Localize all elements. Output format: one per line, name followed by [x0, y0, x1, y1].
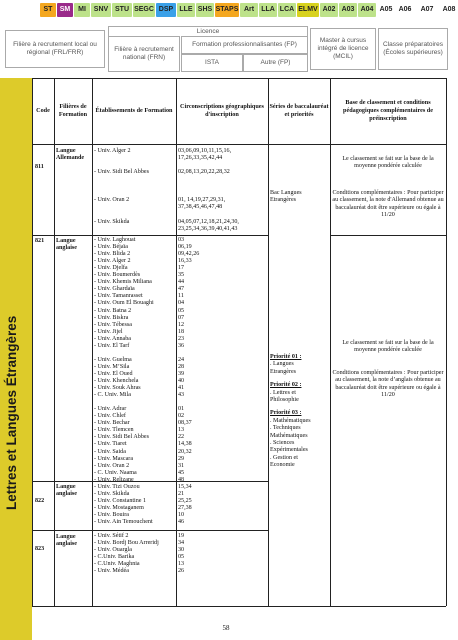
circonscription: 20,32: [178, 448, 192, 455]
priority-serie: . Lettres et: [270, 389, 296, 396]
circonscription: 23,25,34,36,39,40,41,43: [178, 225, 238, 232]
priority-serie: Expérimentales: [270, 447, 308, 454]
etablissement: - Univ. Tiaret: [94, 441, 127, 448]
circonscription: 45: [178, 469, 185, 476]
etablissement: - Univ. Chlef: [94, 413, 126, 420]
circonscription: 44: [178, 279, 185, 286]
circonscription: 17: [178, 265, 185, 272]
circonscription: 05: [178, 307, 185, 314]
circonscription: 16,33: [178, 258, 192, 265]
circonscription: 13: [178, 561, 185, 568]
orientation-table: [32, 78, 446, 606]
tab-staps[interactable]: STAPS: [215, 3, 239, 17]
circonscription: 01, 14,19,27,29,31,: [178, 197, 226, 204]
circonscription: 11: [178, 293, 184, 300]
etablissement: - Univ. Médéa: [94, 568, 129, 575]
etablissement: - Univ. Boumerdès: [94, 272, 141, 279]
priority-title: Priorité 01 :: [270, 354, 302, 360]
circonscription: 48: [178, 476, 185, 483]
legend-national: Filière à recrutement national (FRN): [108, 36, 180, 72]
base-811-rule: Le classement se fait sur la base de la moyenne pondérée calculée: [342, 156, 434, 170]
etablissement: - Univ. Ain Temouchent: [94, 519, 153, 526]
etablissement: - Univ. Sétif 2: [94, 533, 129, 539]
circonscription: 19: [178, 533, 185, 539]
etablissement: - Univ. Jijel: [94, 328, 123, 335]
circonscription: 06,19: [178, 244, 192, 251]
priority-title: Priorité 02 :: [270, 382, 302, 389]
tab-st[interactable]: ST: [40, 3, 56, 17]
circonscription: 01: [178, 406, 185, 413]
series-811: Bac Langues Etrangères: [270, 190, 302, 204]
circonscription: 47: [178, 286, 185, 293]
etablissement: - Univ. Bouira: [94, 512, 129, 519]
circonscription: 05: [178, 554, 185, 561]
etablissement: - Univ. Oran 2: [94, 462, 130, 469]
etablissement: - Univ. M’Sila: [94, 363, 130, 370]
etablissement: - Univ. Laghouat: [94, 237, 136, 243]
etablissement: - Univ. Biskra: [94, 314, 129, 321]
circonscription: 29: [178, 455, 185, 462]
etablissement: - Univ. Bechar: [94, 420, 130, 427]
circonscription: 17,26,33,35,42,44: [178, 155, 223, 162]
legend-licence: Licence: [108, 26, 308, 37]
base-821-conditions: Conditions complémentaires : Pour participer au classement, la note d’anglais obtenue au baccalauréat doit être supérieure ou égale à 11/20: [332, 370, 444, 399]
tab-lla[interactable]: LLA: [259, 3, 277, 17]
circonscription: 37,38,45,46,47,48: [178, 204, 223, 211]
circonscription: 14,38: [178, 441, 192, 448]
circonscription: 03: [178, 237, 185, 243]
legend-master: Master à cursus intégré de licence (MCIL): [310, 28, 376, 70]
tab-a08[interactable]: A08: [440, 3, 458, 17]
section-title: Lettres et Langues Étrangères: [4, 315, 19, 510]
circonscription: 15,34: [178, 484, 192, 490]
etablissement: - Univ. Relizane: [94, 476, 134, 483]
legend-classes: Classe préparatoires (Écoles supérieures): [378, 28, 448, 70]
circonscription: 10: [178, 512, 185, 519]
circonscription: 02: [178, 413, 185, 420]
etablissement: - Univ. Tébessa: [94, 321, 132, 328]
etablissement: - Univ. El Tarf: [94, 342, 130, 349]
tab-a05[interactable]: A05: [377, 3, 395, 17]
tab-a06[interactable]: A06: [396, 3, 414, 17]
tab-a04[interactable]: A04: [358, 3, 376, 17]
etablissement: - Univ. Ghardaïa: [94, 286, 135, 293]
circonscription: 18: [178, 328, 185, 335]
etablissement: - Univ. Bordj Bou Arreridj: [94, 540, 159, 547]
circonscription: 21: [178, 491, 185, 498]
circonscription: 30: [178, 547, 185, 554]
etablissement: - C. Univ. Naama: [94, 469, 137, 476]
etablissement: - Univ. Khemis Miliana: [94, 279, 152, 286]
etablissement: - Univ. Adrar: [94, 406, 127, 413]
etablissement: - Univ. Tamanrasset: [94, 293, 143, 300]
etablissement: - Univ. Ouargla: [94, 547, 132, 554]
circonscription: 02,08,13,20,22,28,32: [178, 169, 230, 176]
circonscription: 31: [178, 462, 185, 469]
base-811-conditions: Conditions complémentaires : Pour participer au classement, la note d'Allemand obtenue au baccalauréat doit être supérieure ou égale à 11/20: [332, 190, 444, 219]
priority-serie: Mathématiques: [270, 432, 308, 439]
etablissement: - Univ. Tizi Ouzou: [94, 484, 140, 490]
tab-dsp[interactable]: DSP: [156, 3, 176, 17]
etablissement: - Univ. Mascara: [94, 455, 134, 462]
code-822: 822: [35, 498, 45, 504]
etablissement: - Univ. Guelma: [94, 356, 132, 363]
etablissement: - Univ. Blida 2: [94, 251, 131, 258]
circonscription: 25,25: [178, 498, 192, 505]
etablissement: - Univ. Skikda: [94, 218, 130, 225]
priority-serie: . Sciences: [270, 440, 295, 446]
priority-serie: . Mathématiques: [270, 417, 311, 424]
circonscription: 39: [178, 370, 185, 377]
circonscription: 08,37: [178, 420, 192, 427]
tab-segc[interactable]: SEGC: [133, 3, 155, 17]
header-circonscriptions: Circonscriptions géographiques d'inscription: [180, 103, 264, 118]
page-number: 58: [222, 624, 230, 632]
circonscription: 35: [178, 272, 185, 279]
header-etablissements: Établissements de Formation: [95, 107, 173, 115]
etablissement: - C.Univ. Barika: [94, 554, 135, 561]
circonscription: 40: [178, 378, 185, 384]
priority-serie: Economie: [270, 462, 295, 469]
header-series: Séries de baccalauréat et priorités: [269, 103, 329, 118]
tab-elmv[interactable]: ELMV: [297, 3, 319, 17]
priority-serie: . Techniques: [270, 425, 301, 432]
header-code: Code: [36, 107, 50, 115]
tab-a02[interactable]: A02: [320, 3, 338, 17]
tab-sm[interactable]: SM: [57, 3, 73, 17]
circonscription: 43: [178, 392, 185, 399]
legend-autre: Autre (FP): [243, 54, 308, 72]
tab-a03[interactable]: A03: [339, 3, 357, 17]
circonscription: 03,06,09,10,11,15,16,: [178, 148, 232, 154]
priority-serie: Philosophie: [270, 397, 299, 403]
circonscription: 24: [178, 356, 185, 363]
etablissement: - Univ. Skikda: [94, 491, 130, 498]
filiere-822: Langue anglaise: [56, 484, 77, 498]
circonscription: 27,38: [178, 505, 192, 512]
circonscription: 41: [178, 385, 185, 392]
circonscription: 34: [178, 540, 185, 547]
etablissement: - Univ. Béjaïa: [94, 244, 128, 251]
etablissement: - Univ. Oran 2: [94, 197, 130, 204]
legend: [5, 26, 449, 70]
circonscription: 13: [178, 427, 185, 434]
header-base: Base de classement et conditions pédagogiques complémentaires de préinscription: [343, 99, 433, 122]
filiere-811: Langue Allemande: [56, 148, 85, 162]
etablissement: - Univ. Tlemcen: [94, 427, 134, 434]
etablissement: - Univ. Alger 2: [94, 148, 131, 154]
code-821: 821: [35, 238, 45, 244]
code-823: 823: [35, 546, 45, 552]
etablissement: - C.Univ. Maghnia: [94, 561, 140, 568]
etablissement: - C. Univ. Mila: [94, 392, 132, 399]
circonscription: 04: [178, 300, 185, 307]
tab-a07[interactable]: A07: [415, 3, 439, 17]
circonscription: 36: [178, 342, 185, 349]
tab-shs[interactable]: SHS: [196, 3, 214, 17]
section-side-bar: [0, 78, 32, 640]
code-811: 811: [35, 164, 44, 170]
priority-title: Priorité 03 :: [270, 410, 302, 417]
tab-stu[interactable]: STU: [112, 3, 132, 17]
circonscription: 23: [178, 335, 185, 342]
etablissement: - Univ. Oum El Bouaghi: [94, 300, 154, 307]
etablissement: - Univ. Annaba: [94, 335, 132, 342]
circonscription: 26: [178, 568, 185, 575]
etablissement: - Univ. Batna 2: [94, 307, 132, 314]
priority-serie: . Gestion et: [270, 454, 298, 461]
filiere-821: Langue anglaise: [56, 238, 77, 252]
etablissement: - Univ. Sidi Bel Abbes: [94, 434, 149, 441]
tab-snv[interactable]: SNV: [91, 3, 111, 17]
legend-local: Filière à recrutement local ou régional (FRL/FRR): [5, 30, 105, 68]
circonscription: 22: [178, 434, 185, 441]
etablissement: - Univ. Sidi Bel Abbes: [94, 169, 149, 176]
etablissement: - Univ. Constantine 1: [94, 498, 147, 505]
etablissement: - Univ. Mostaganem: [94, 505, 144, 512]
etablissement: - Univ. Khenchela: [94, 378, 139, 384]
tab-art[interactable]: Art: [240, 3, 258, 17]
tab-lca[interactable]: LCA: [278, 3, 296, 17]
tab-mi[interactable]: MI: [74, 3, 90, 17]
circonscription: 09,42,26: [178, 251, 200, 258]
base-821-rule: Le classement se fait sur la base de la moyenne pondérée calculée: [342, 340, 434, 354]
circonscription: 28: [178, 363, 185, 370]
etablissement: - Univ. Alger 2: [94, 258, 131, 265]
tab-lle[interactable]: LLE: [177, 3, 195, 17]
filiere-823: Langue anglaise: [56, 534, 77, 548]
priority-serie: Etrangères: [270, 368, 297, 375]
legend-ista: ISTA: [181, 54, 243, 72]
circonscription: 46: [178, 519, 185, 526]
etablissement: - Univ. El Oued: [94, 370, 133, 377]
circonscription: 04,05,07,12,18,21,24,30,: [178, 218, 239, 225]
legend-pro: Formation professionnalisantes (FP): [181, 36, 308, 54]
circonscription: 07: [178, 314, 185, 321]
etablissement: - Univ. Djelfa: [94, 265, 128, 272]
header-filiere: Filières de Formation: [58, 103, 88, 118]
priority-serie: . Langues: [270, 361, 294, 368]
circonscription: 12: [178, 321, 185, 328]
filiere-tab-bar: [40, 3, 458, 17]
etablissement: - Univ. Saida: [94, 448, 126, 455]
etablissement: - Univ. Souk Ahras: [94, 385, 141, 392]
